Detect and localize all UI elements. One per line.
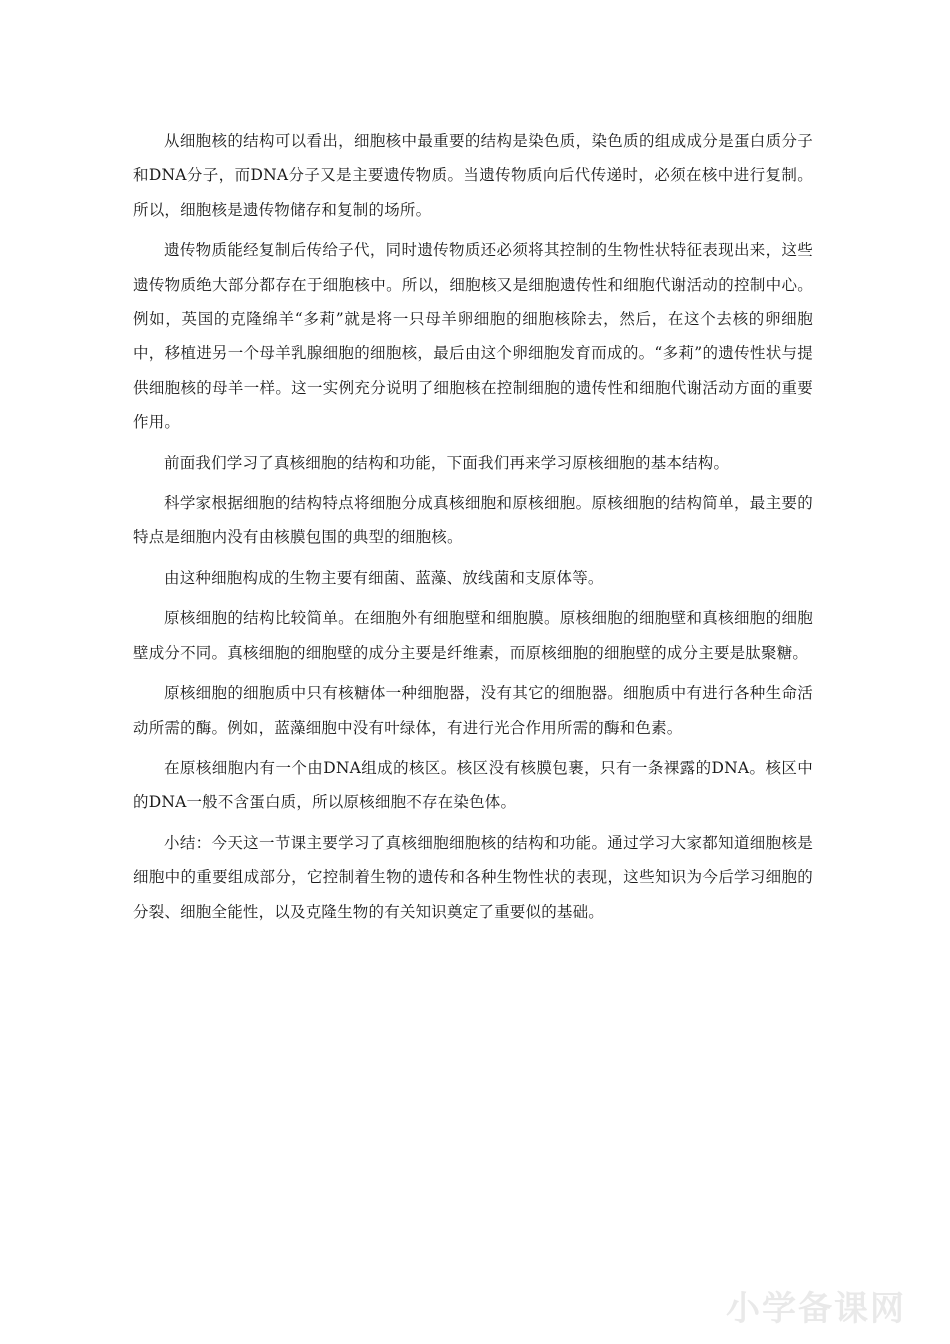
paragraph: 从细胞核的结构可以看出，细胞核中最重要的结构是染色质，染色质的组成成分是蛋白质分子和DNA分子，而DNA分子又是主要遗传物质。当遗传物质向后代传递时，必须在核中进行复制。所以，细胞核是遗传物储存和复制的场所。 <box>133 132 813 219</box>
paragraph: 由这种细胞构成的生物主要有细菌、蓝藻、放线菌和支原体等。 <box>164 568 604 587</box>
watermark: 小学备课网 <box>726 1289 906 1329</box>
paragraph: 小结：今天这一节课主要学习了真核细胞细胞核的结构和功能。通过学习大家都知道细胞核是细胞中的重要组成部分，它控制着生物的遗传和各种生物性状的表现，这些知识为今后学习细胞的分裂、细胞全能性，以及克隆生物的有关知识奠定了重要似的基础。 <box>133 833 813 921</box>
paragraph: 科学家根据细胞的结构特点将细胞分成真核细胞和原核细胞。原核细胞的结构简单，最主要的特点是细胞内没有由核膜包围的典型的细胞核。 <box>133 494 813 547</box>
document-body <box>133 124 813 935</box>
paragraph: 原核细胞的细胞质中只有核糖体一种细胞器，没有其它的细胞器。细胞质中有进行各种生命活动所需的酶。例如，蓝藻细胞中没有叶绿体，有进行光合作用所需的酶和色素。 <box>133 684 813 737</box>
paragraph: 在原核细胞内有一个由DNA组成的核区。核区没有核膜包裹，只有一条裸露的DNA。核区中的DNA一般不含蛋白质，所以原核细胞不存在染色体。 <box>133 758 813 812</box>
paragraph: 原核细胞的结构比较简单。在细胞外有细胞壁和细胞膜。原核细胞的细胞壁和真核细胞的细胞壁成分不同。真核细胞的细胞壁的成分主要是纤维素，而原核细胞的细胞壁的成分主要是肽聚糖。 <box>133 609 813 662</box>
paragraph: 前面我们学习了真核细胞的结构和功能，下面我们再来学习原核细胞的基本结构。 <box>164 453 730 472</box>
paragraph: 遗传物质能经复制后传给子代，同时遗传物质还必须将其控制的生物性状特征表现出来，这些遗传物质绝大部分都存在于细胞核中。所以，细胞核又是细胞遗传性和细胞代谢活动的控制中心。例如，英国的克隆绵羊“多莉”就是将一只母羊卵细胞的细胞核除去，然后，在这个去核的卵细胞中，移植进另一个母羊乳腺细胞的细胞核，最后由这个卵细胞发育而成的。“多莉”的遗传性状与提供细胞核的母羊一样。这一实例充分说明了细胞核在控制细胞的遗传性和细胞代谢活动方面的重要作用。 <box>133 241 813 432</box>
